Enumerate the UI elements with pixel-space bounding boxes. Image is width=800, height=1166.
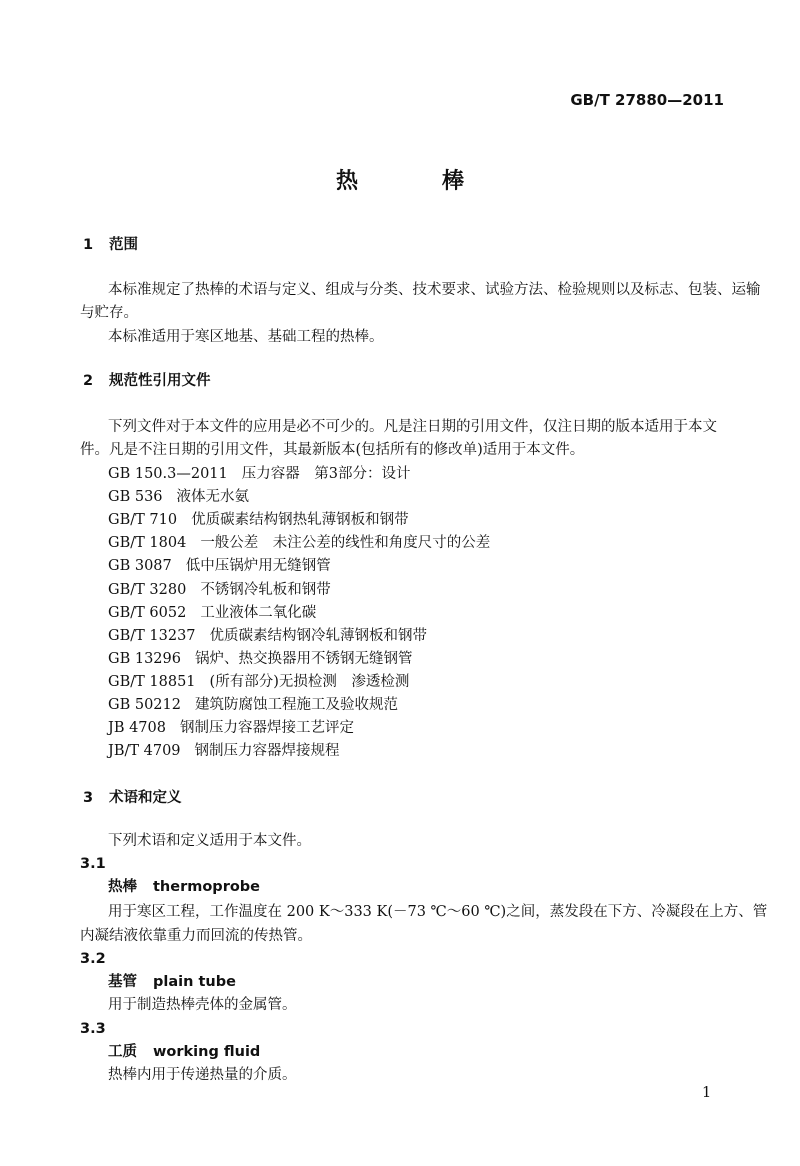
reference-item bbox=[108, 556, 331, 576]
paragraph: 件。凡是不注日期的引用文件，其最新版本(包括所有的修改单)适用于本文件。 bbox=[80, 442, 585, 458]
reference-code: GB/T 3280 bbox=[108, 581, 187, 598]
reference-code: GB/T 1804 bbox=[108, 535, 187, 552]
reference-title: 锅炉、热交换器用不锈钢无缝钢管 bbox=[194, 650, 413, 667]
reference-title: 建筑防腐蚀工程施工及验收规范 bbox=[194, 697, 398, 713]
reference-code: GB/T 18851 bbox=[108, 673, 196, 690]
section-1-heading bbox=[83, 235, 138, 255]
reference-item bbox=[108, 603, 316, 623]
section-title: 术语和定义 bbox=[109, 790, 182, 806]
section-2-heading bbox=[83, 371, 211, 391]
term-en: working fluid bbox=[153, 1044, 261, 1060]
term-heading bbox=[108, 1042, 260, 1062]
reference-code: JB/T 4709 bbox=[108, 743, 181, 760]
reference-code: GB 536 bbox=[108, 489, 163, 506]
page-number: 1 bbox=[702, 1085, 712, 1101]
reference-title: 液体无水氨 bbox=[176, 489, 250, 506]
section-number: 2 bbox=[83, 373, 94, 389]
reference-title: 一般公差 未注公差的线性和角度尺寸的公差 bbox=[200, 535, 491, 552]
term-number: 3.3 bbox=[80, 1021, 106, 1037]
paragraph: 下列文件对于本文件的应用是必不可少的。凡是注日期的引用文件，仅注日期的版本适用于本文 bbox=[108, 419, 717, 435]
section-3-heading bbox=[83, 788, 182, 808]
reference-code: GB 13296 bbox=[108, 650, 181, 667]
reference-title: 工业液体二氧化碳 bbox=[200, 604, 317, 621]
title-char: 棒 bbox=[442, 169, 465, 194]
reference-code: GB/T 710 bbox=[108, 512, 178, 529]
reference-title: 不锈钢冷轧板和钢带 bbox=[200, 581, 331, 598]
reference-item bbox=[108, 649, 412, 669]
reference-code: JB 4708 bbox=[108, 720, 166, 737]
term-en: plain tube bbox=[153, 974, 236, 990]
term-definition: 用于寒区工程，工作温度在 200 K～333 K(－73 ℃～60 ℃)之间，蒸发段在下方、冷凝段在上方、管 bbox=[108, 904, 768, 920]
paragraph: 与贮存。 bbox=[80, 305, 138, 321]
reference-title: (所有部分)无损检测 渗透检测 bbox=[209, 673, 410, 690]
term-heading bbox=[108, 972, 236, 992]
term-zh: 热棒 bbox=[108, 879, 137, 895]
term-zh: 工质 bbox=[108, 1044, 137, 1060]
reference-title: 优质碳素结构钢热轧薄钢板和钢带 bbox=[191, 512, 409, 529]
term-number: 3.2 bbox=[80, 951, 106, 967]
term-number: 3.1 bbox=[80, 856, 106, 872]
term-en: thermoprobe bbox=[153, 879, 261, 895]
paragraph: 本标准适用于寒区地基、基础工程的热棒。 bbox=[108, 329, 384, 345]
term-heading bbox=[108, 877, 260, 897]
paragraph: 下列术语和定义适用于本文件。 bbox=[108, 833, 311, 849]
reference-title: 钢制压力容器焊接规程 bbox=[194, 743, 340, 760]
reference-item bbox=[108, 533, 490, 553]
reference-item bbox=[108, 626, 427, 646]
term-zh: 基管 bbox=[108, 974, 137, 990]
reference-code: GB/T 13237 bbox=[108, 627, 196, 644]
reference-item bbox=[108, 510, 409, 530]
reference-item bbox=[108, 464, 411, 484]
section-title: 范围 bbox=[109, 237, 138, 253]
standard-number: GB/T 27880—2011 bbox=[570, 91, 724, 109]
reference-item bbox=[108, 487, 249, 507]
reference-code: GB 3087 bbox=[108, 558, 172, 575]
title-char: 热 bbox=[335, 169, 358, 194]
reference-item bbox=[108, 695, 398, 715]
term-definition: 热棒内用于传递热量的介质。 bbox=[108, 1067, 297, 1083]
reference-item bbox=[108, 718, 354, 738]
reference-item bbox=[108, 580, 331, 600]
reference-title: 优质碳素结构钢冷轧薄钢板和钢带 bbox=[209, 627, 428, 644]
reference-title: 低中压锅炉用无缝钢管 bbox=[185, 558, 331, 575]
term-definition: 内凝结液依靠重力而回流的传热管。 bbox=[80, 928, 312, 944]
reference-code: GB 50212 bbox=[108, 697, 181, 713]
page-title bbox=[0, 168, 800, 196]
reference-item bbox=[108, 672, 409, 692]
section-number: 1 bbox=[83, 237, 94, 253]
reference-title: 钢制压力容器焊接工艺评定 bbox=[179, 720, 354, 737]
reference-code: GB 150.3—2011 bbox=[108, 466, 228, 482]
reference-title: 压力容器 第3部分：设计 bbox=[241, 466, 411, 482]
section-title: 规范性引用文件 bbox=[109, 373, 211, 389]
paragraph: 本标准规定了热棒的术语与定义、组成与分类、技术要求、试验方法、检验规则以及标志、包装、运输 bbox=[108, 282, 761, 298]
reference-code: GB/T 6052 bbox=[108, 604, 187, 621]
reference-item bbox=[108, 741, 340, 761]
section-number: 3 bbox=[83, 790, 94, 806]
term-definition: 用于制造热棒壳体的金属管。 bbox=[108, 997, 297, 1013]
